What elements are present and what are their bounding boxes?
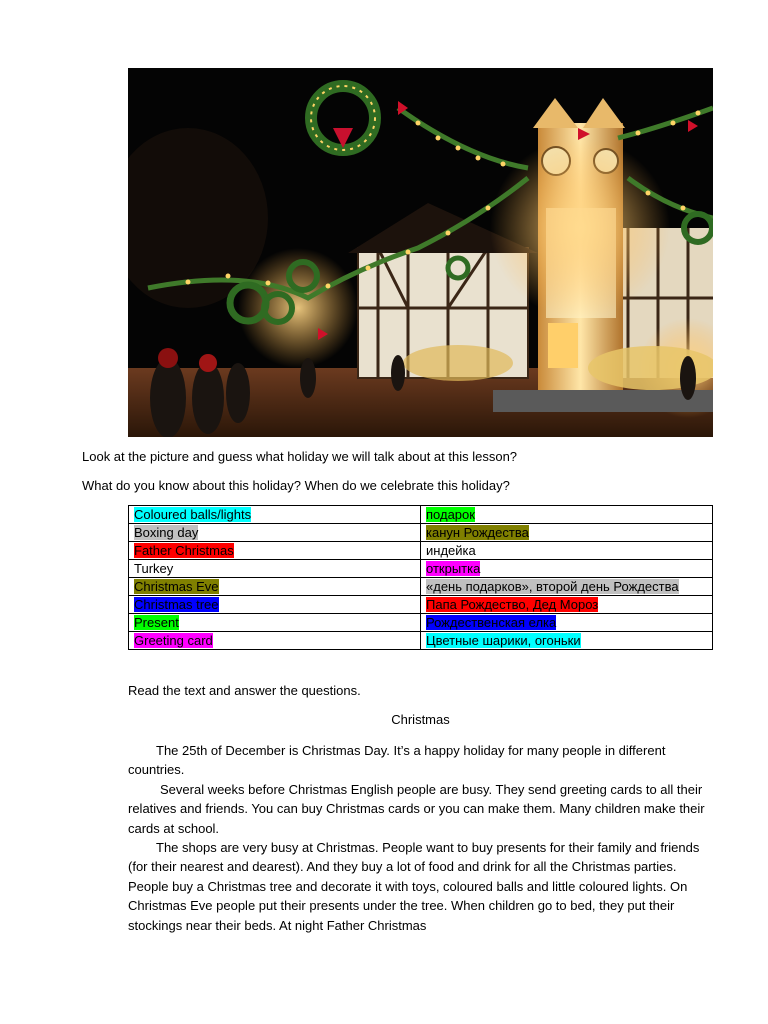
vocab-row [129,560,713,578]
vocab-russian-cell [421,560,713,578]
paragraph: The 25th of December is Christmas Day. It’s a happy holiday for many people in different countries. [128,743,666,778]
vocab-english-term: Present [134,615,179,630]
vocab-english-term: Turkey [134,561,174,576]
vocab-russian-cell [421,524,713,542]
vocab-english-cell [129,596,421,614]
christmas-photo-illustration [128,68,713,437]
vocab-russian-term: Рождественская елка [426,615,557,630]
question-guess-holiday: Look at the picture and guess what holiday we will talk about at this lesson? [82,449,518,464]
vocab-english-cell [129,614,421,632]
vocab-row [129,614,713,632]
vocab-row [129,506,713,524]
vocab-russian-cell [421,506,713,524]
vocab-english-cell [129,560,421,578]
vocab-english-term: Father Christmas [134,543,234,558]
vocab-english-term: Boxing day [134,525,199,540]
vocab-english-cell [129,524,421,542]
vocab-russian-cell [421,596,713,614]
christmas-street-photo [128,68,713,437]
vocab-russian-term: «день подарков», второй день Рождества [426,579,679,594]
vocab-row [129,632,713,650]
vocab-row [129,524,713,542]
vocab-russian-cell [421,632,713,650]
vocab-english-cell [129,506,421,524]
vocab-english-term: Christmas Eve [134,579,219,594]
vocab-english-cell [129,542,421,560]
vocab-russian-cell [421,578,713,596]
text-title: Christmas [391,712,450,727]
vocab-english-term: Coloured balls/lights [134,507,252,522]
vocab-russian-term: Цветные шарики, огоньки [426,633,581,648]
vocabulary-table-body [129,506,713,650]
vocab-russian-term: индейка [426,543,476,558]
vocab-english-cell [129,578,421,596]
paragraph: Several weeks before Christmas English people are busy. They send greeting cards to all their relatives and friends. You can buy Christmas cards or you can make them. Many children make their cards at school. [128,781,705,836]
vocab-russian-term: открытка [426,561,481,576]
vocab-russian-term: Папа Рождество, Дед Мороз [426,597,599,612]
vocabulary-table [128,505,713,650]
vocab-english-cell [129,632,421,650]
reading-instruction: Read the text and answer the questions. [128,683,361,698]
vocab-row [129,578,713,596]
vocab-russian-cell [421,614,713,632]
vocab-russian-term: канун Рождества [426,525,529,540]
vocab-row [129,542,713,560]
vocab-russian-cell [421,542,713,560]
vocab-russian-term: подарок [426,507,475,522]
question-about-holiday: What do you know about this holiday? When do we celebrate this holiday? [82,478,510,493]
reading-text [128,741,718,935]
vocab-row [129,596,713,614]
vocab-english-term: Christmas tree [134,597,219,612]
paragraph: The shops are very busy at Christmas. People want to buy presents for their family and friends (for their nearest and dearest). And they buy a lot of food and drink for all the Christmas parties. People buy a Christmas tree and decorate it with toys, coloured balls and little coloured lights. On Christmas Eve people put their presents under the tree. When children go to bed, they put their stockings near their beds. At night Father Christmas [128,840,700,933]
vocab-english-term: Greeting card [134,633,213,648]
